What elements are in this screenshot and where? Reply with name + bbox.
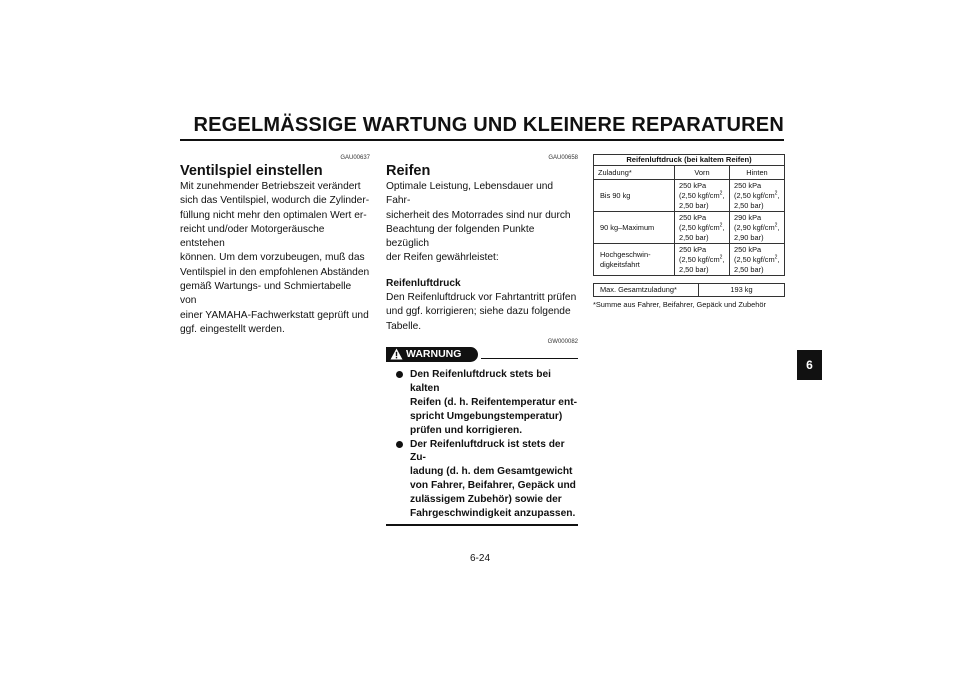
body-paragraph: Optimale Leistung, Lebensdauer und Fahr- sicherheit des Motorrades sind nur durch Beachtung der folgenden Punkte bezüglich der Reifen gewährleistet:	[386, 181, 571, 264]
bullet-icon	[396, 371, 403, 378]
warning-ref-code: GW000082	[547, 338, 578, 345]
tire-pressure-table	[593, 154, 785, 276]
page-title: REGELMÄSSIGE WARTUNG UND KLEINERE REPARATUREN	[193, 114, 784, 136]
section-ref-code: GAU00637	[340, 155, 370, 161]
subheading: Reifenluftdruck	[386, 277, 461, 289]
warning-item: Der Reifenluftdruck ist stets der Zu- ladung (d. h. dem Gesamtgewicht von Fahrer, Beifahrer, Gepäck und zulässigem Zubehör) sowie der Fahrgeschwindigkeit anzupassen.	[386, 438, 578, 521]
header-front: Vorn	[674, 166, 729, 180]
chapter-tab: 6	[797, 350, 822, 380]
section-heading: Reifen	[386, 163, 431, 179]
cell-front: 250 kPa (2,50 kgf/$cm^2$, 2,50 bar)	[674, 180, 729, 212]
tires-section	[386, 154, 578, 526]
cell-front: 250 kPa (2,50 kgf/$cm^2$, 2,50 bar)	[674, 212, 729, 244]
section-ref-code: GAU00658	[548, 155, 578, 161]
cell-rear: 250 kPa (2,50 kgf/$cm^2$, 2,50 bar)	[729, 180, 784, 212]
warning-badge	[386, 347, 478, 362]
cell-load: Hochgeschwin- digkeitsfahrt	[594, 244, 675, 276]
cell-front: 250 kPa (2,50 kgf/$cm^2$, 2,50 bar)	[674, 244, 729, 276]
max-load-table	[593, 283, 785, 297]
cell-load: 90 kg–Maximum	[594, 212, 675, 244]
header-rear: Hinten	[729, 166, 784, 180]
warning-header	[386, 347, 578, 367]
max-load-value: 193 kg	[699, 284, 785, 297]
header-load: Zuladung*	[594, 166, 675, 180]
valve-clearance-section	[180, 154, 370, 337]
body-paragraph: Mit zunehmender Betriebszeit verändert sich das Ventilspiel, wodurch die Zylinder- füllung nicht mehr den optimalen Wert er- reicht und/oder Motorgeräusche entstehen können. Um dem vorzubeugen, muß das Ventilspiel in den empfohlenen Abständen gemäß Wartungs- und Schmiertabelle von einer YAMAHA-Fachwerkstatt geprüft und ggf. eingestellt werden.	[180, 181, 370, 335]
warning-rule	[481, 358, 578, 359]
section-heading: Ventilspiel einstellen	[180, 163, 323, 179]
table-row	[594, 212, 785, 244]
warning-label: WARNUNG	[406, 347, 462, 360]
page-number: 6-24	[469, 553, 490, 564]
table-row	[594, 244, 785, 276]
table-row	[594, 180, 785, 212]
warning-item: Den Reifenluftdruck stets bei kalten Reifen (d. h. Reifentemperatur ent- spricht Umgebungstemperatur) prüfen und korrigieren.	[386, 368, 578, 438]
cell-rear: 250 kPa (2,50 kgf/$cm^2$, 2,50 bar)	[729, 244, 784, 276]
cell-rear: 290 kPa (2,90 kgf/$cm^2$, 2,90 bar)	[729, 212, 784, 244]
table-row	[594, 284, 785, 297]
cell-load: Bis 90 kg	[594, 180, 675, 212]
warning-triangle-icon	[386, 347, 406, 362]
warning-end-rule	[386, 524, 578, 526]
table-footnote: *Summe aus Fahrer, Beifahrer, Gepäck und Zubehör	[593, 300, 766, 309]
body-paragraph: Den Reifenluftdruck vor Fahrtantritt prüfen und ggf. korrigieren; siehe dazu folgende Tabelle.	[386, 292, 577, 332]
title-rule	[180, 139, 784, 141]
warning-list	[386, 368, 578, 521]
tire-pressure-section	[593, 154, 785, 310]
max-load-label: Max. Gesamtzuladung*	[594, 284, 699, 297]
bullet-icon	[396, 441, 403, 448]
table-title: Reifenluftdruck (bei kaltem Reifen)	[594, 155, 785, 166]
table-header-row	[594, 166, 785, 180]
